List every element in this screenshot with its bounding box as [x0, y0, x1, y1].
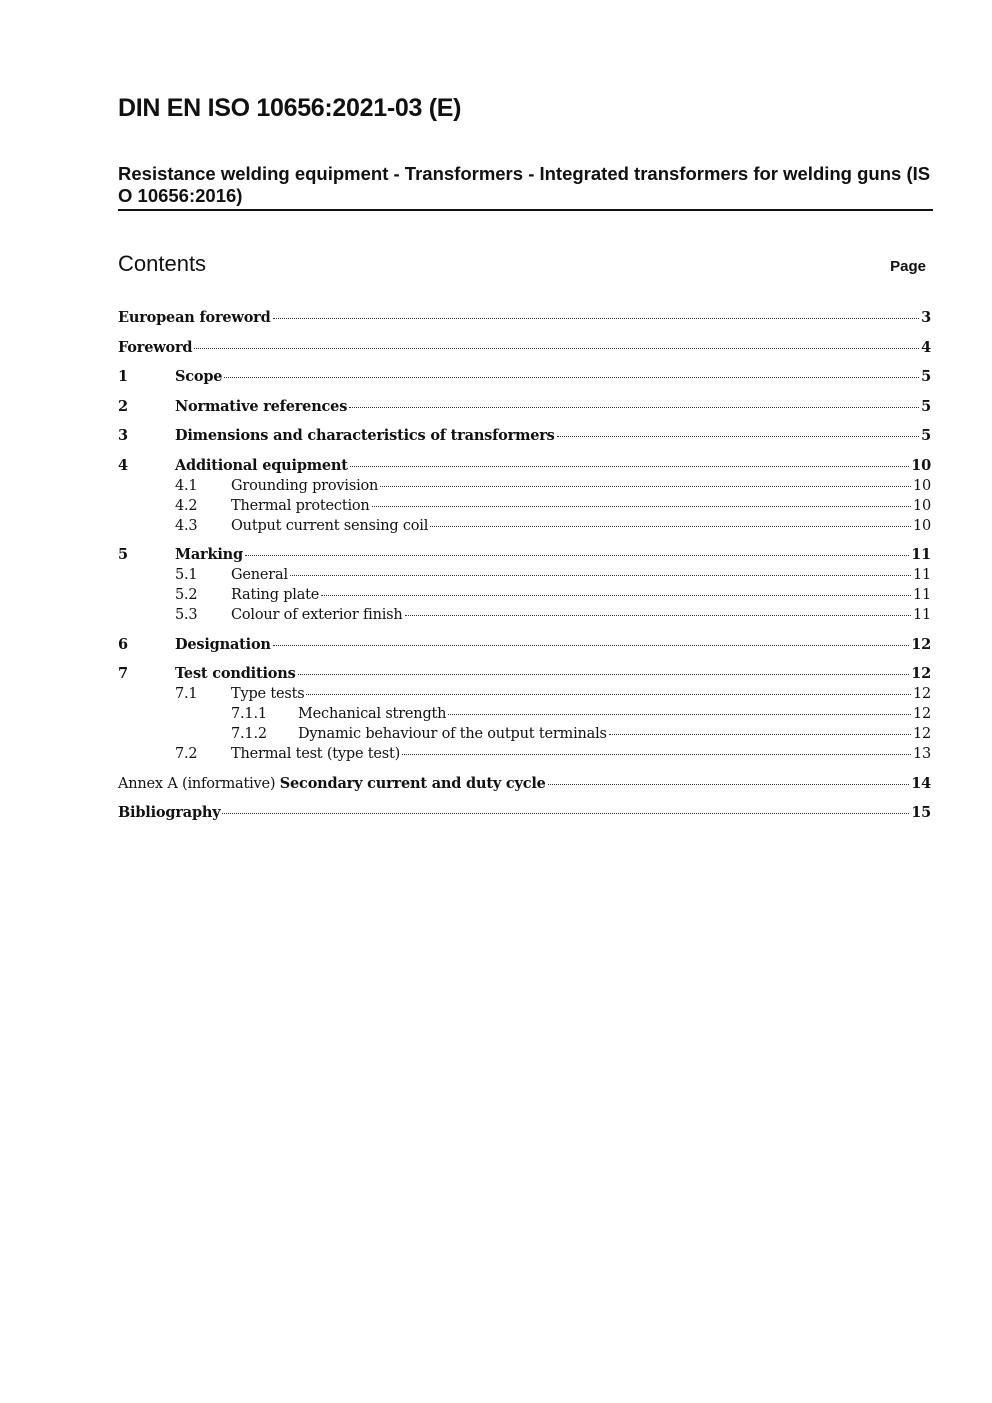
toc-entry-page: 12 — [911, 635, 931, 653]
toc-entry-page: 5 — [921, 368, 931, 385]
dot-leader — [548, 783, 910, 785]
toc-entry-label: Thermal test (type test) — [231, 746, 401, 762]
dot-leader — [273, 644, 909, 646]
toc-entry-page: 11 — [911, 546, 931, 563]
annex-title: Secondary current and duty cycle — [279, 774, 546, 792]
toc-entry-label: Scope — [175, 368, 223, 385]
dot-leader — [349, 406, 919, 408]
dot-leader — [557, 435, 919, 437]
toc-entry-label — [118, 774, 546, 794]
dot-leader — [448, 713, 911, 715]
toc-entry-label: Normative references — [175, 397, 348, 415]
toc-entry-test-conditions[interactable] — [118, 664, 931, 684]
toc-entry-label: Type tests — [231, 686, 305, 702]
toc-entry-number: 1 — [118, 368, 128, 385]
dot-leader — [298, 673, 910, 675]
toc-entry-colour-of-exterior-finish[interactable] — [118, 605, 931, 625]
toc-entry-normative-references[interactable] — [118, 397, 931, 417]
toc-entry-page: 10 — [911, 456, 931, 474]
dot-leader — [290, 574, 911, 576]
dot-leader — [609, 733, 911, 735]
toc-entry-number: 2 — [118, 397, 128, 415]
dot-leader — [306, 693, 910, 695]
toc-entry-page: 14 — [911, 774, 931, 792]
toc-entry-dynamic-behaviour[interactable] — [118, 724, 931, 744]
toc-entry-number: 7.2 — [175, 746, 198, 762]
toc-entry-page: 15 — [911, 804, 931, 821]
toc-entry-page: 5 — [921, 427, 931, 444]
toc-entry-label: Output current sensing coil — [231, 517, 429, 534]
toc-entry-label: European foreword — [118, 309, 271, 326]
toc-entry-number: 6 — [118, 635, 128, 653]
dot-leader — [222, 812, 909, 814]
toc-entry-dimensions[interactable] — [118, 426, 931, 446]
toc-entry-rating-plate[interactable] — [118, 585, 931, 605]
document-subtitle: Resistance welding equipment - Transformers - Integrated transformers for welding guns (IS O 10656:2016) — [118, 163, 933, 211]
contents-heading: Contents — [118, 251, 207, 276]
toc-entry-type-tests[interactable] — [118, 684, 931, 704]
toc-entry-label: Grounding provision — [231, 477, 379, 494]
page-column-label: Page — [890, 258, 926, 275]
toc-entry-number: 4 — [118, 456, 128, 474]
toc-entry-label: Rating plate — [231, 587, 320, 603]
toc-entry-number: 7.1.2 — [231, 726, 267, 742]
dot-leader — [380, 485, 911, 487]
toc-entry-number: 7.1.1 — [231, 706, 267, 722]
toc-entry-page: 4 — [921, 338, 931, 356]
dot-leader — [273, 317, 919, 319]
toc-entry-thermal-protection[interactable] — [118, 496, 931, 516]
toc-entry-page: 10 — [912, 477, 931, 494]
toc-entry-number: 5 — [118, 546, 128, 563]
toc-entry-mechanical-strength[interactable] — [118, 704, 931, 724]
toc-entry-bibliography[interactable] — [118, 803, 931, 823]
toc-entry-label: Additional equipment — [175, 456, 348, 474]
toc-entry-label: Test conditions — [175, 665, 296, 682]
toc-entry-additional-equipment[interactable] — [118, 456, 931, 476]
dot-leader — [194, 347, 919, 349]
toc-entry-page: 3 — [921, 309, 931, 326]
toc-entry-annex-a[interactable] — [118, 774, 931, 794]
toc-entry-european-foreword[interactable] — [118, 308, 931, 328]
dot-leader — [350, 465, 909, 467]
dot-leader — [245, 554, 909, 556]
annex-note: (informative) — [177, 775, 280, 792]
toc-entry-label: Dimensions and characteristics of transformers — [175, 427, 555, 444]
toc-entry-label: Bibliography — [118, 804, 221, 821]
dot-leader — [430, 525, 911, 527]
toc-entry-number: 7.1 — [175, 686, 198, 702]
toc-entry-label: Colour of exterior finish — [231, 607, 403, 623]
toc-entry-label: General — [231, 567, 288, 583]
toc-entry-label: Thermal protection — [231, 497, 370, 514]
toc-entry-page: 13 — [912, 746, 931, 762]
toc-entry-general[interactable] — [118, 565, 931, 585]
toc-entry-page: 10 — [912, 497, 931, 514]
toc-entry-page: 12 — [911, 665, 931, 682]
toc-entry-label: Dynamic behaviour of the output terminals — [298, 726, 607, 742]
toc-entry-page: 12 — [912, 686, 931, 702]
toc-entry-designation[interactable] — [118, 635, 931, 655]
toc-entry-number: 7 — [118, 665, 128, 682]
toc-entry-label: Foreword — [118, 338, 193, 356]
toc-entry-number: 4.3 — [175, 517, 198, 534]
toc-entry-thermal-test[interactable] — [118, 744, 931, 764]
toc-entry-page: 10 — [912, 517, 931, 534]
dot-leader — [321, 594, 911, 596]
toc-entry-grounding-provision[interactable] — [118, 476, 931, 496]
dot-leader — [372, 505, 911, 507]
dot-leader — [224, 376, 919, 378]
toc-entry-number: 4.1 — [175, 477, 198, 494]
toc-entry-marking[interactable] — [118, 545, 931, 565]
toc-entry-page: 11 — [912, 567, 931, 583]
toc-entry-number: 5.2 — [175, 587, 198, 603]
toc-entry-output-current-sensing-coil[interactable] — [118, 516, 931, 536]
toc-entry-page: 5 — [921, 397, 931, 415]
toc-entry-label: Marking — [175, 546, 243, 563]
annex-prefix: Annex A — [118, 775, 178, 792]
document-title: DIN EN ISO 10656:2021-03 (E) — [118, 94, 462, 122]
toc-entry-page: 12 — [912, 706, 931, 722]
toc-entry-page: 11 — [912, 607, 931, 623]
toc-entry-foreword[interactable] — [118, 338, 931, 358]
toc-entry-page: 11 — [912, 587, 931, 603]
table-of-contents — [118, 308, 931, 823]
toc-entry-page: 12 — [912, 726, 931, 742]
toc-entry-number: 3 — [118, 427, 128, 444]
toc-entry-label: Mechanical strength — [298, 706, 447, 722]
toc-entry-number: 4.2 — [175, 497, 198, 514]
dot-leader — [402, 753, 911, 755]
toc-entry-label: Designation — [175, 635, 271, 653]
toc-entry-number: 5.3 — [175, 607, 198, 623]
toc-entry-number: 5.1 — [175, 567, 198, 583]
toc-entry-scope[interactable] — [118, 367, 931, 387]
dot-leader — [405, 614, 911, 616]
